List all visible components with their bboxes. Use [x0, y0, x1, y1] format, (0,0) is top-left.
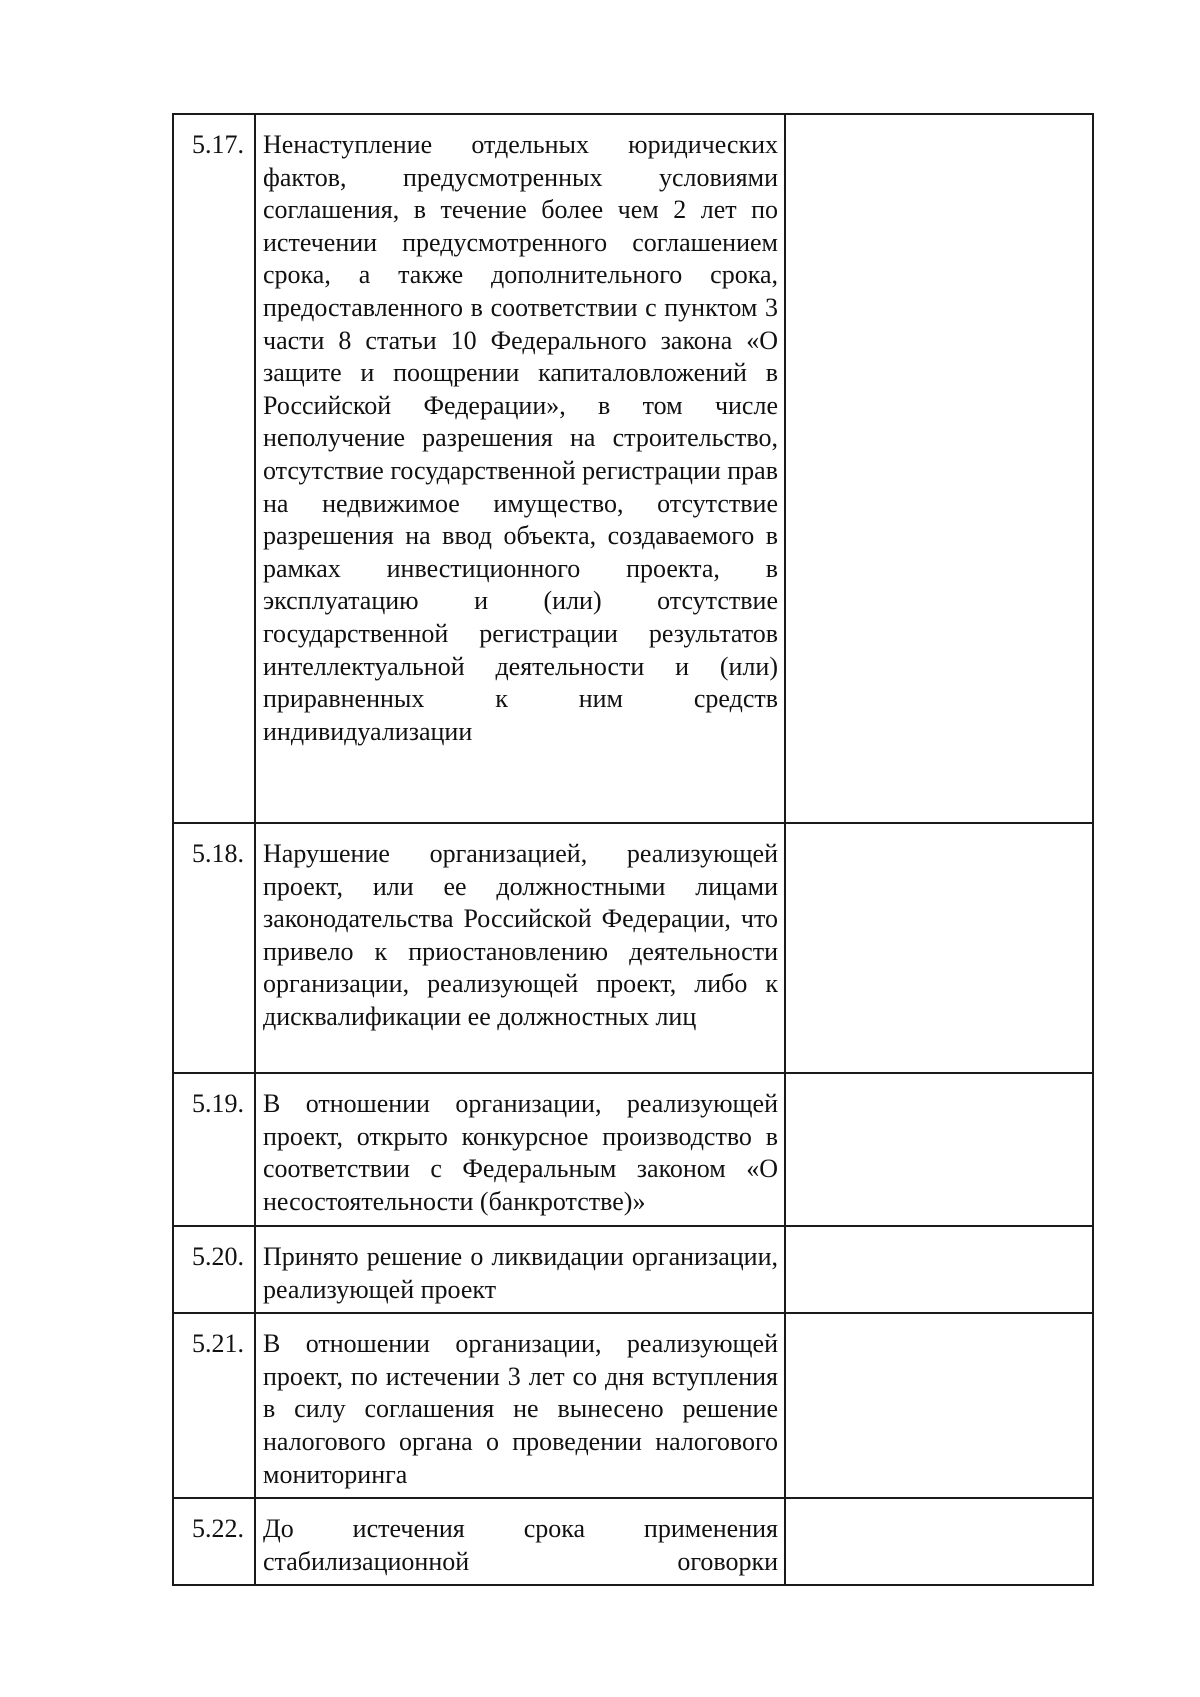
row-text: В отношении организации, реализующей проект, по истечении 3 лет со дня вступления в силу соглашения не вынесено решение налогового органа о проведении налогового мониторинга: [255, 1313, 785, 1498]
row-value-cell: [785, 1498, 1093, 1585]
row-number: 5.21.: [173, 1313, 255, 1498]
table-row: [173, 1073, 1093, 1226]
row-text: Принято решение о ликвидации организации, реализующей проект: [255, 1226, 785, 1313]
row-value-cell: [785, 114, 1093, 823]
row-text: Ненаступление отдельных юридических фактов, предусмотренных условиями соглашения, в течение более чем 2 лет по истечении предусмотренного соглашением срока, а также дополнительного срока, предоставленного в соответствии с пунктом 3 части 8 статьи 10 Федерального закона «О защите и поощрении капиталовложений в Российской Федерации», в том числе неполучение разрешения на строительство, отсутствие государственной регистрации прав на недвижимое имущество, отсутствие разрешения на ввод объекта, создаваемого в рамках инвестиционного проекта, в эксплуатацию и (или) отсутствие государственной регистрации результатов интеллектуальной деятельности и (или) приравненных к ним средств индивидуализации: [255, 114, 785, 823]
table-row: [173, 823, 1093, 1073]
row-value-cell: [785, 823, 1093, 1073]
table-row: [173, 1498, 1093, 1585]
row-number: 5.22.: [173, 1498, 255, 1585]
row-number: 5.19.: [173, 1073, 255, 1226]
row-value-cell: [785, 1313, 1093, 1498]
row-number: 5.18.: [173, 823, 255, 1073]
row-number: 5.17.: [173, 114, 255, 823]
table-row: [173, 1226, 1093, 1313]
row-value-cell: [785, 1226, 1093, 1313]
row-text: Нарушение организацией, реализующей проект, или ее должностными лицами законодательства Российской Федерации, что привело к приостановлению деятельности организации, реализующей проект, либо к дисквалификации ее должностных лиц: [255, 823, 785, 1073]
table-row: [173, 114, 1093, 823]
row-value-cell: [785, 1073, 1093, 1226]
document-table: [172, 113, 1094, 1586]
table-row: [173, 1313, 1093, 1498]
row-text: В отношении организации, реализующей проект, открыто конкурсное производство в соответствии с Федеральным законом «О несостоятельности (банкротстве)»: [255, 1073, 785, 1226]
row-number: 5.20.: [173, 1226, 255, 1313]
row-text: До истечения срока применения стабилизационной оговорки: [255, 1498, 785, 1585]
